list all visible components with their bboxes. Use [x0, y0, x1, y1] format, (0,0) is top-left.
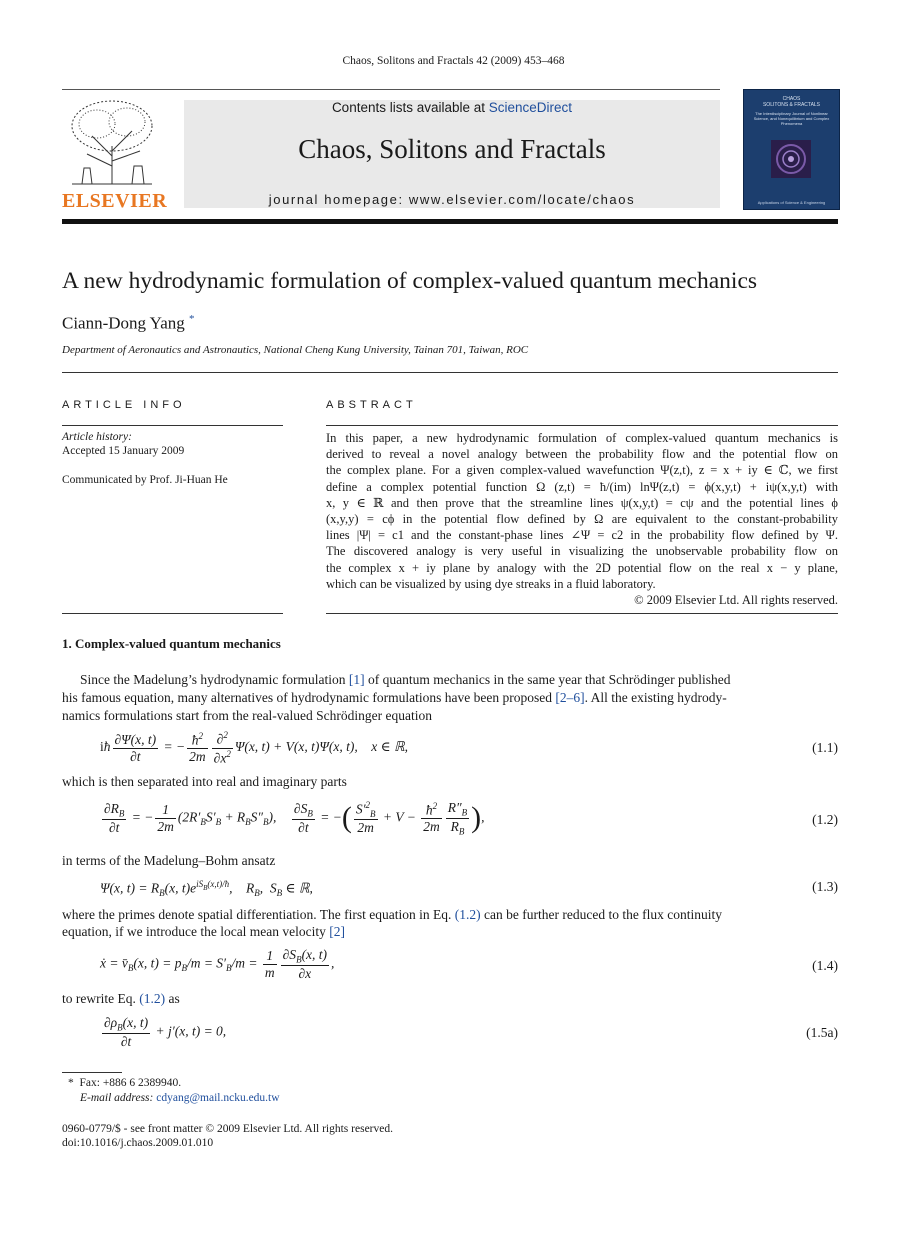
fax-number: Fax: +886 6 2389940. — [79, 1077, 182, 1089]
text-after-eq-1-3-line1 — [62, 906, 838, 924]
ref-2-6-link[interactable]: [2–6] — [555, 690, 585, 705]
article-info-heading: ARTICLE INFO — [62, 399, 186, 411]
equation-number: (1.4) — [812, 958, 838, 973]
issn-line: 0960-0779/$ - see front matter © 2009 Elsevier Ltd. All rights reserved. — [62, 1123, 393, 1135]
author-line — [62, 313, 195, 334]
running-head: Chaos, Solitons and Fractals 42 (2009) 453–468 — [342, 55, 565, 67]
text-span: . All the existing hydrody- — [584, 690, 727, 705]
journal-homepage[interactable]: journal homepage: www.elsevier.com/locate/chaos — [268, 192, 636, 207]
communicated-by: Communicated by Prof. Ji-Huan He — [62, 474, 228, 486]
abstract-line: derived to reveal a novel analogy between the probability flow and the potential flow on — [326, 447, 838, 462]
abstract-line: (x,y,y) = cϕ in the potential flow defined by Ω are equivalent to the constant-probability — [326, 512, 838, 527]
text-after-eq-1-2: in terms of the Madelung–Bohm ansatz — [62, 853, 276, 868]
elsevier-tree-logo — [62, 96, 162, 188]
intro-paragraph-line1 — [62, 671, 838, 689]
article-history-label: Article history: — [62, 431, 132, 443]
cover-title-2: SOLITONS & FRACTALS — [762, 102, 821, 108]
equation-1-4: ẋ = $v̄_B(x$, $t) = p_B/m = S'_B/m$ = $\frac{1}{m}$ $\frac{\partial S_B(x, t)}{\partial x}$ , — [100, 947, 335, 981]
text-span: his famous equation, many alternatives of hydrodynamic formulations have been proposed — [62, 690, 556, 705]
abstract-line: In this paper, a new hydrodynamic formulation of complex-valued quantum mechanics is — [326, 431, 838, 445]
abstract-line: The discovered analogy is very useful in visualizing the unobservable probability flow on — [326, 544, 838, 559]
equation-1-3: Ψ(x, $t) = R_B(x$, $t)e^{iS_B(x,t)/ħ}$, $R_B$, $S_B$ ∈ ℝ, — [100, 879, 313, 899]
abstract-heading: ABSTRACT — [326, 399, 417, 411]
eq-1-2-link[interactable]: (1.2) — [454, 907, 481, 922]
header-rule — [62, 89, 720, 90]
text-after-eq-1-3-line2 — [62, 923, 838, 941]
elsevier-wordmark[interactable]: ELSEVIER — [62, 190, 168, 212]
article-title: A new hydrodynamic formulation of complex-valued quantum mechanics — [62, 268, 758, 294]
banner-bottom-rule — [62, 219, 838, 224]
equation-number: (1.5a) — [806, 1025, 838, 1040]
abstract-line: which can be visualized by using dye streaks in a fluid laboratory. — [326, 576, 656, 591]
equation-number: (1.2) — [812, 812, 838, 827]
intro-paragraph-line2 — [62, 689, 838, 707]
abstract-line: lines |Ψ| = c1 and the constant-phase lines ∠Ψ = c2 in the probability flow defined by Ψ. — [326, 528, 838, 543]
contents-prefix: Contents lists available at — [331, 100, 489, 115]
ref-1-link[interactable]: [1] — [348, 672, 365, 687]
abstract-copyright: © 2009 Elsevier Ltd. All rights reserved. — [634, 593, 838, 608]
journal-cover[interactable] — [743, 89, 840, 210]
text-span: Since the Madelung’s hydrodynamic formulation — [80, 672, 349, 687]
author-name: Ciann-Dong Yang — [62, 313, 185, 333]
doi-line[interactable]: doi:10.1016/j.chaos.2009.01.010 — [62, 1137, 214, 1149]
text-span: where the primes denote spatial differentiation. The first equation in Eq. — [62, 907, 455, 922]
equation-1-1: iħ $\frac{\partial\Psi(x, t)}{\partial t}$ = − $\frac{ħ^2}{2m}$ $\frac{\partial^2}{\partial x^2}$ Ψ(x, t) + V(x, t)Ψ(x, t), x ∈ ℝ, — [100, 730, 409, 765]
text-span: can be further reduced to the flux continuity — [480, 907, 723, 922]
section-heading: 1. Complex-valued quantum mechanics — [62, 636, 281, 651]
text-span: of quantum mechanics in the same year that Schrödinger published — [364, 672, 731, 687]
abstract-line: the complex plane. For a given complex-valued wavefunction Ψ(z,t), z = x + iy ∈ ℂ, we first — [326, 463, 838, 478]
contents-line — [184, 100, 720, 115]
article-info-bottom-rule — [62, 613, 283, 614]
abstract-line: define a complex potential function Ω (z,t) = ħ/(im) lnΨ(z,t) = ϕ(x,y,t) + iψ(x,y,t) with — [326, 479, 838, 494]
article-info-rule — [62, 425, 283, 426]
abstract-rule — [326, 425, 838, 426]
text-span: equation, if we introduce the local mean velocity — [62, 924, 330, 939]
title-bottom-rule — [62, 372, 838, 373]
abstract-body — [326, 430, 838, 608]
eq-1-2-link[interactable]: (1.2) — [139, 991, 166, 1006]
equation-1-5a: $\frac{\partial\rho_B(x, t)}{\partial t}$ + j′(x, t) = 0, — [104, 1015, 227, 1049]
equation-number: (1.1) — [812, 740, 838, 755]
abstract-line: x, y ∈ ℝ and then prove that the streamline lines ψ(x,y,t) = cψ and the potential lines ϕ — [326, 495, 838, 510]
footnote-rule — [62, 1072, 122, 1073]
sciencedirect-link[interactable]: ScienceDirect — [488, 100, 573, 115]
cover-footer: Applications of Science & Engineering — [757, 200, 826, 205]
text-after-eq-1-1: which is then separated into real and imaginary parts — [62, 774, 347, 789]
intro-paragraph-line3: namics formulations start from the real-valued Schrödinger equation — [62, 708, 433, 723]
email-link[interactable]: cdyang@mail.ncku.edu.tw — [156, 1092, 280, 1104]
abstract-bottom-rule — [326, 613, 838, 614]
email-label: E-mail address: — [80, 1092, 157, 1104]
abstract-line: the complex x + iy plane by analogy with the 2D potential flow on the real x − y plane, — [326, 560, 838, 575]
journal-name: Chaos, Solitons and Fractals — [298, 134, 606, 164]
footnote-mark: * — [68, 1077, 74, 1089]
affiliation: Department of Aeronautics and Astronautics, National Cheng Kung University, Tainan 701, Taiwan, ROC — [62, 344, 529, 356]
text-span: to rewrite Eq. — [62, 991, 140, 1006]
accepted-date: Accepted 15 January 2009 — [62, 445, 185, 457]
cover-subtitle: The Interdisciplinary Journal of Nonlinear Science, and Nonequilibrium and Complex Phenomena — [753, 111, 830, 126]
equation-1-2: $\frac{\partial R_B}{\partial t}$ = − $\frac{1}{2m}$ $(2R'_BS'_B + R_BS''_B)$, $\frac{\partial S_B}{\partial t}$ = −( $\frac{S'^2_B}{2m}$ + V − $\frac{ħ^2}{2m}$ $\frac{R''_B}{R_B}$ ), — [104, 800, 485, 837]
text-span: as — [165, 991, 180, 1006]
cover-title-1: CHAOS — [782, 96, 801, 102]
cover-emblem-icon — [771, 140, 811, 178]
ref-2-link[interactable]: [2] — [329, 924, 346, 939]
equation-number: (1.3) — [812, 879, 838, 894]
footnote-fax — [68, 1077, 181, 1089]
author-footnote-mark[interactable]: * — [189, 313, 195, 325]
text-after-eq-1-4 — [62, 990, 838, 1008]
footnote-email — [80, 1092, 280, 1104]
